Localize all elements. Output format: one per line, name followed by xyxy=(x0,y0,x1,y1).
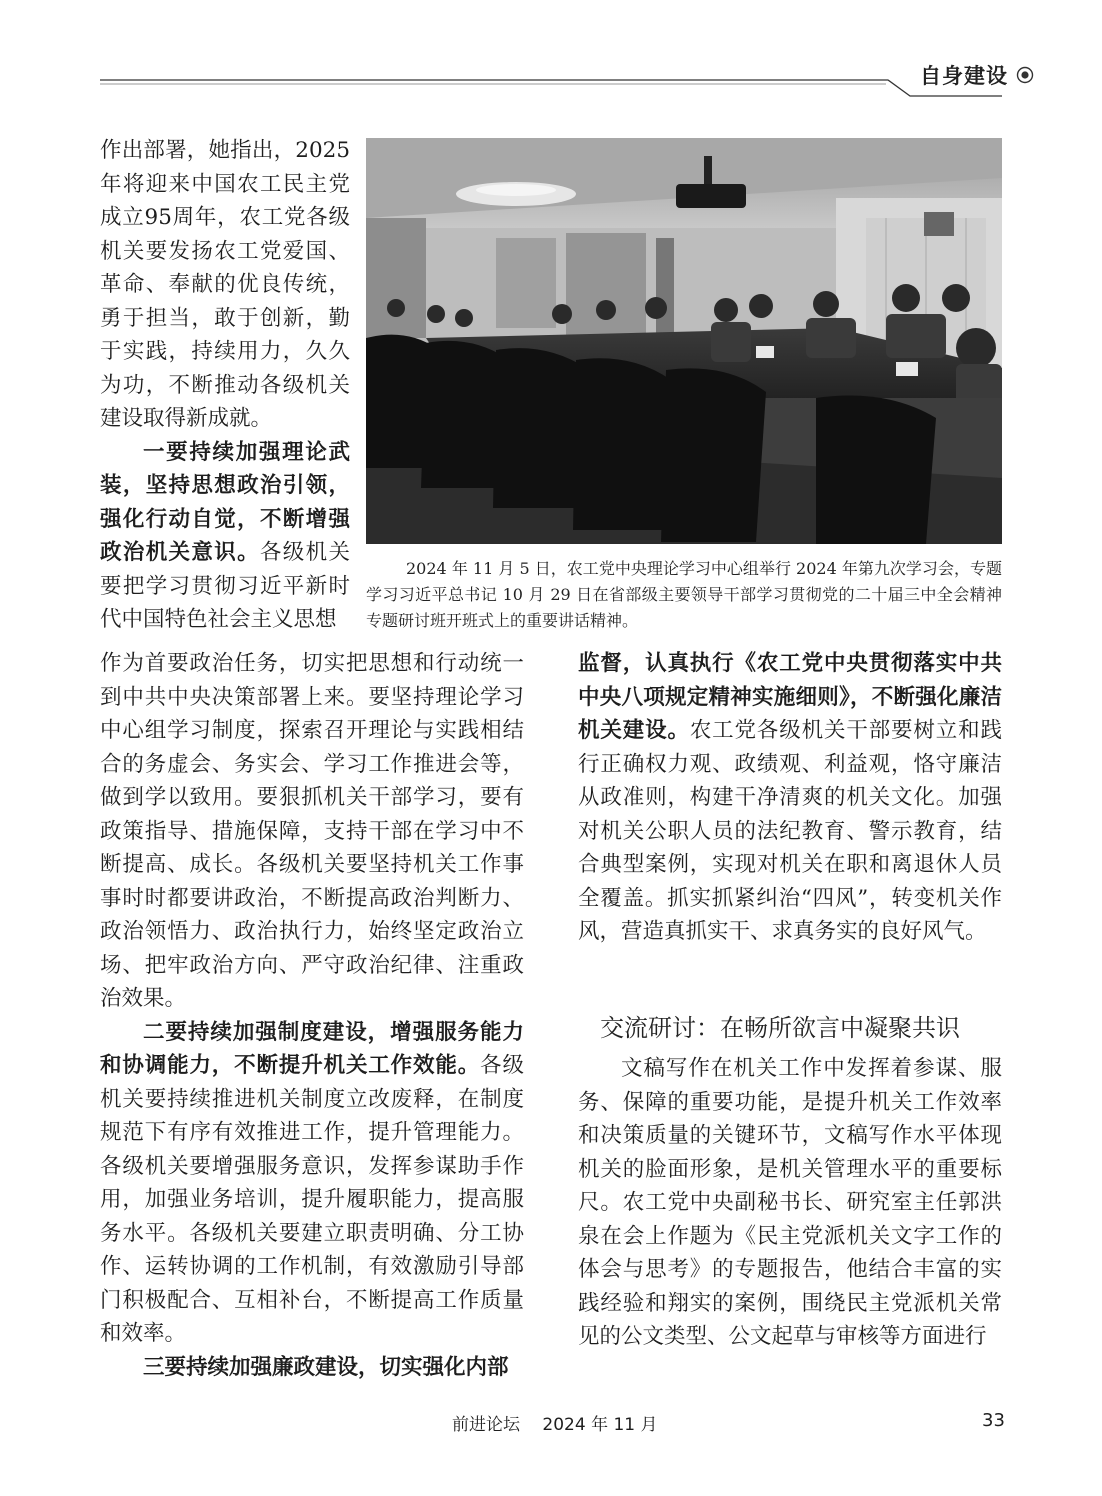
paragraph xyxy=(100,436,350,637)
paragraph: 文稿写作在机关工作中发挥着参谋、服务、保障的重要功能，是提升机关工作效率和决策质量的关键环节，文稿写作水平体现机关的脸面形象，是机关管理水平的重要标尺。农工党中央副秘书长、研究室主任郭洪泉在会上作题为《民主党派机关文字工作的体会与思考》的专题报告，他结合丰富的实践经验和翔实的案例，围绕民主党派机关常见的公文类型、公文起草与审核等方面进行 xyxy=(578,1056,1002,1349)
left-column-top xyxy=(100,134,350,637)
left-column-bottom xyxy=(100,647,524,1384)
right-column-top xyxy=(578,647,1002,949)
page-number: 33 xyxy=(982,1410,1005,1431)
paragraph xyxy=(100,1016,524,1351)
caption-text: 2024 年 11 月 5 日，农工党中央理论学习中心组举行 2024 年第九次学习会，专题学习习近平总书记 10 月 29 日在省部级主要领导干部学习贯彻党的二十届三中全会精神专题研讨班开班式上的重要讲话精神。 xyxy=(366,559,1002,630)
meeting-photo xyxy=(366,138,1002,544)
bold-lead: 一要持续加强理论武装，坚持思想政治引领，强化行动自觉，不断增强政治机关意识。 xyxy=(100,439,350,565)
paragraph xyxy=(100,1351,524,1385)
bold-lead: 二要持续加强制度建设，增强服务能力和协调能力，不断提升机关工作效能。 xyxy=(100,1019,524,1078)
right-column-bottom xyxy=(578,1052,1002,1354)
target-icon xyxy=(1016,66,1034,84)
paragraph-text: 各级机关要持续推进机关制度立改废释，在制度规范下有序有效推进工作，提升管理能力。各级机关要增强服务意识，发挥参谋助手作用，加强业务培训，提升履职能力，提高服务水平。各级机关要建立职责明确、分工协作、运转协调的工作机制，有效激励引导部门积极配合、互相补台，不断提高工作质量和效率。 xyxy=(100,1053,524,1346)
section-subheading: 交流研讨：在畅所欲言中凝聚共识 xyxy=(600,1014,960,1042)
paragraph: 作出部署，她指出，2025年将迎来中国农工民主党成立95周年，农工党各级机关要发扬农工党爱国、革命、奉献的优良传统，勇于担当，敢于创新，勤于实践，持续用力，久久为功，不断推动各级机关建设取得新成就。 xyxy=(100,138,350,431)
paragraph: 作为首要政治任务，切实把思想和行动统一到中共中央决策部署上来。要坚持理论学习中心组学习制度，探索召开理论与实践相结合的务虚会、务实会、学习工作推进会等，做到学以致用。要狠抓机关干部学习，要有政策指导、措施保障，支持干部在学习中不断提高、成长。各级机关要坚持机关工作事事时时都要讲政治，不断提高政治判断力、政治领悟力、政治执行力，始终坚定政治立场、把牢政治方向、严守政治纪律、注重政治效果。 xyxy=(100,651,524,1011)
photo-caption xyxy=(366,556,1002,634)
paragraph-text: 农工党各级机关干部要树立和践行正确权力观、政绩观、利益观，恪守廉洁从政准则，构建干净清爽的机关文化。加强对机关公职人员的法纪教育、警示教育，结合典型案例，实现对机关在职和离退休人员全覆盖。抓实抓紧纠治“四风”，转变机关作风，营造真抓实干、求真务实的良好风气。 xyxy=(578,718,1002,944)
footer-magazine-date: 前进论坛 2024 年 11 月 xyxy=(452,1415,658,1435)
section-title: 自身建设 xyxy=(920,64,1008,88)
bold-lead: 监督，认真执行《农工党中央贯彻落实中共中央八项规定精神实施细则》，不断强化廉洁机关建设。 xyxy=(578,651,1002,743)
paragraph xyxy=(578,647,1002,949)
paragraph-text: 各级机关要把学习贯彻习近平新时代中国特色社会主义思想 xyxy=(100,540,350,632)
bold-lead: 三要持续加强廉政建设，切实强化内部 xyxy=(143,1354,509,1380)
